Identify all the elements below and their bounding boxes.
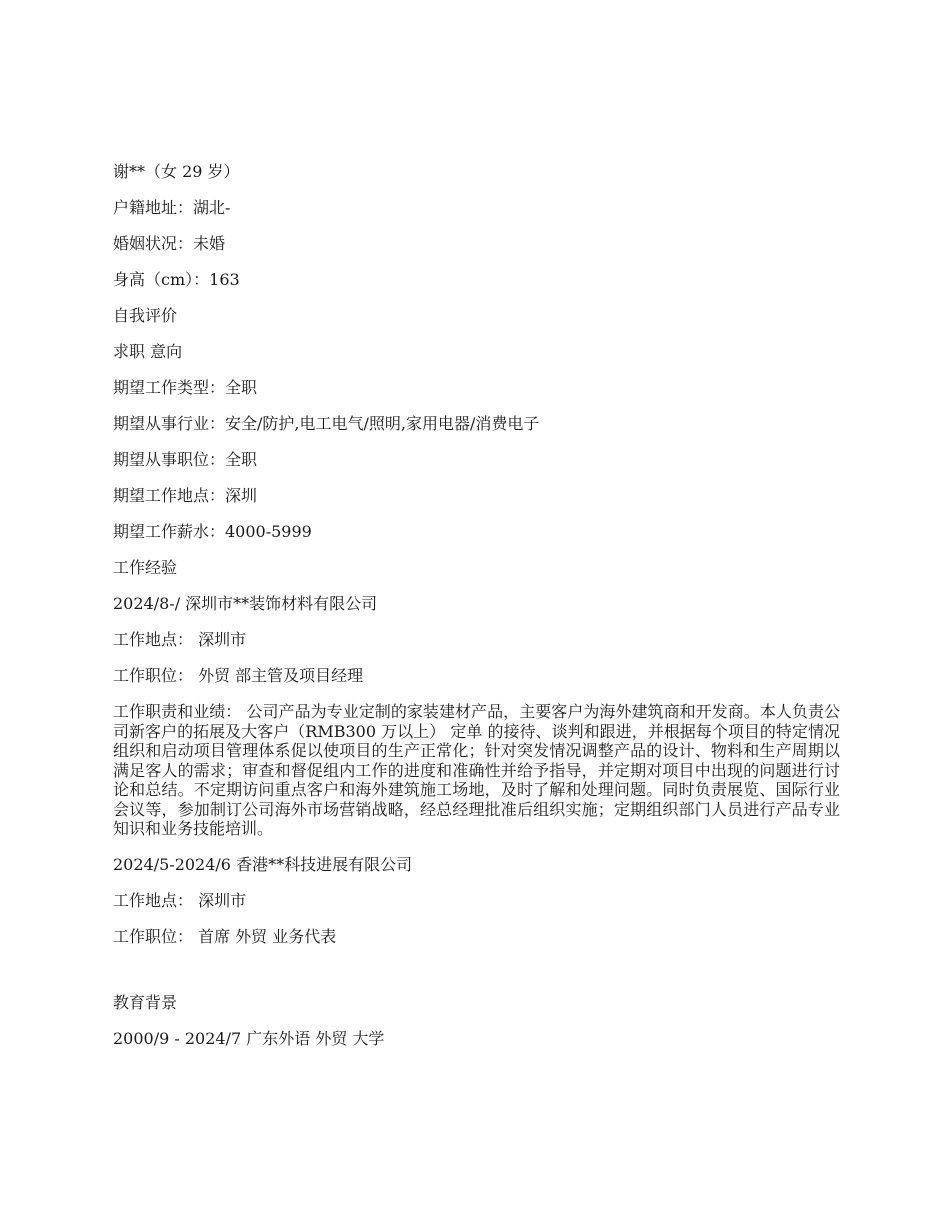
section-job-intent: 求职 意向 [113,342,183,361]
job-1-title: 2024/8-/ 深圳市**装饰材料有限公司 [113,594,378,613]
height-line: 身高（cm）：163 [113,270,240,289]
job-1-location: 工作地点： 深圳市 [113,630,247,649]
intent-location: 期望工作地点：深圳 [113,486,258,505]
name-line: 谢**（女 29 岁） [113,162,240,181]
job-2-position: 工作职位： 首席 外贸 业务代表 [113,926,337,946]
job-2-title: 2024/5-2024/6 香港**科技进展有限公司 [113,854,413,874]
job-2-location: 工作地点： 深圳市 [113,890,247,910]
job-1-duties: 工作职责和业绩： 公司产品为专业定制的家装建材产品，主要客户为海外建筑商和开发商。本人负责公司新客户的拓展及大客户（RMB300 万以上） 定单 的接待、谈判和跟进，并根据每个项目的特定情况组织和启动项目管理体系促以使项目的生产正常化；针对突发情况调整产品的设计、物料和生产周期以满足客人的需求；审查和督促组内工作的进度和准确性并给予指导，并定期对项目中出现的问题进行讨论和总结。不定期访问重点客户和海外建筑施工场地，及时了解和处理问题。同时负责展览、国际行业会议等，参加制订公司海外市场营销战略，经总经理批准后组织实施；定期组织部门人员进行产品专业知识和业务技能培训。 [113,702,840,838]
hometown-line: 户籍地址：湖北- [113,198,231,217]
job-1-position: 工作职位： 外贸 部主管及项目经理 [113,666,364,685]
spacer [113,961,840,991]
education-line: 2000/9 - 2024/7 广东外语 外贸 大学 [113,1028,385,1048]
section-education: 教育背景 [113,992,178,1012]
marital-line: 婚姻状况：未婚 [113,234,226,253]
section-work-experience: 工作经验 [113,558,178,577]
intent-position: 期望从事职位：全职 [113,450,258,469]
intent-industry: 期望从事行业：安全/防护,电工电气/照明,家用电器/消费电子 [113,414,540,433]
section-self-evaluation: 自我评价 [113,306,178,325]
intent-salary: 期望工作薪水：4000-5999 [113,522,312,541]
intent-job-type: 期望工作类型：全职 [113,378,258,397]
